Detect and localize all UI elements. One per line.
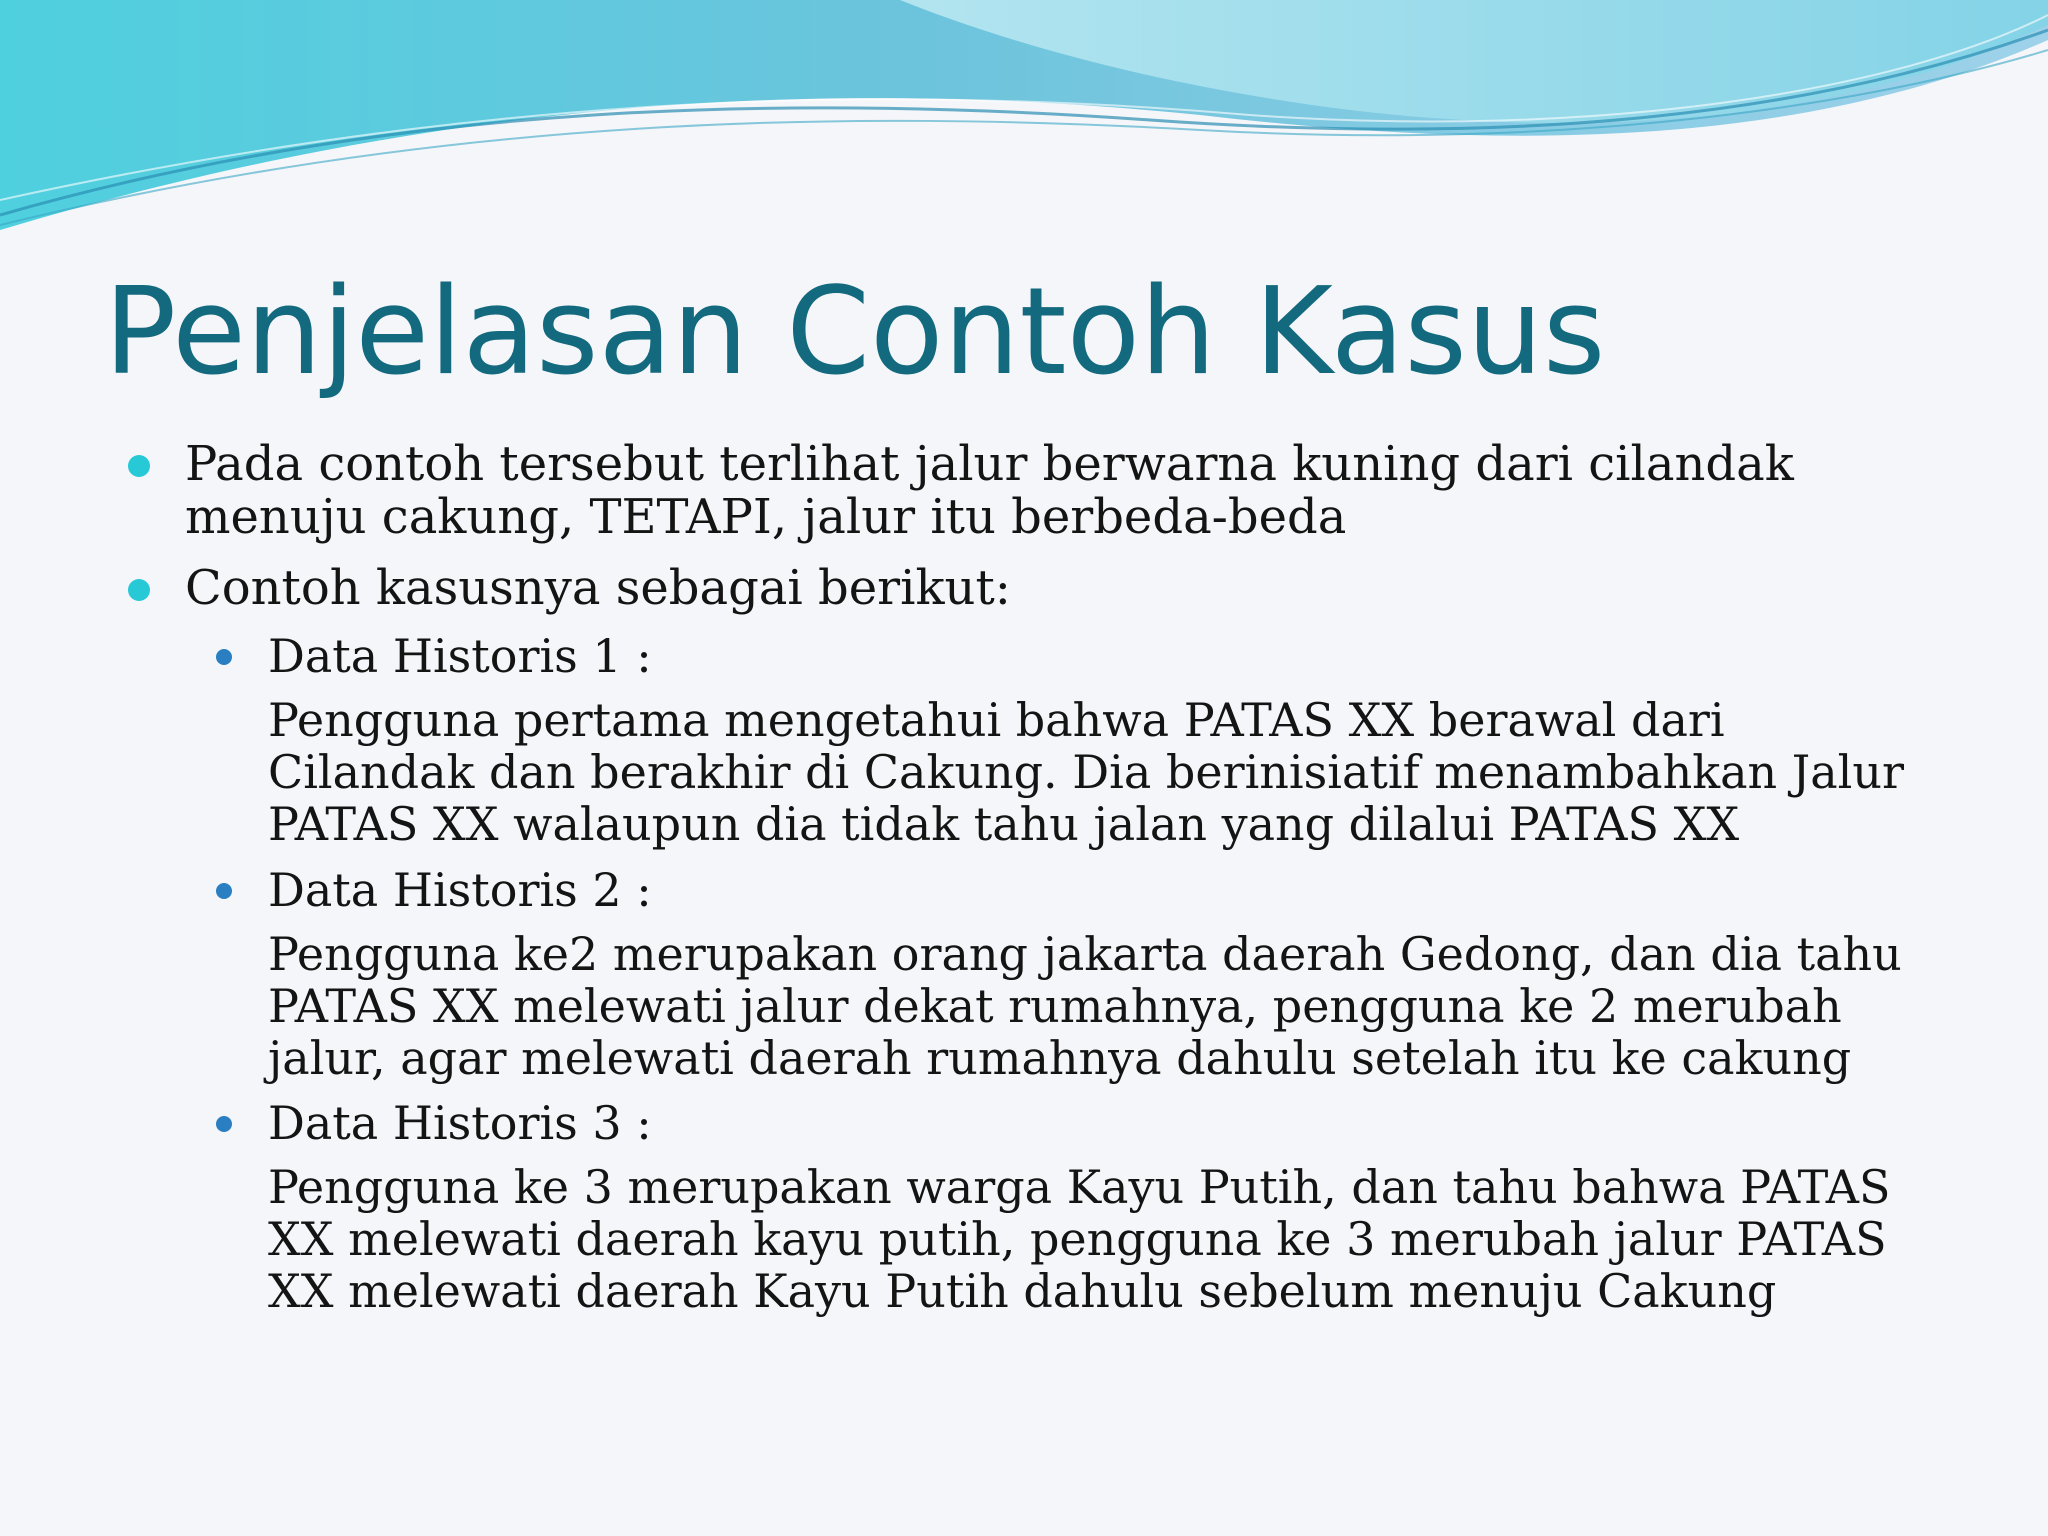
sub-item-paragraph [268, 694, 1968, 850]
sub-item-paragraph [268, 1161, 1968, 1317]
bullet-dot-icon [128, 455, 150, 477]
bullet-dot-icon [128, 579, 150, 601]
bullet-item [185, 438, 1985, 544]
sub-bullet-dot-icon [216, 883, 232, 899]
sub-item-heading: Data Historis 3 : [268, 1096, 652, 1150]
sub-bullet-dot-icon [216, 1116, 232, 1132]
paragraph-line: XX melewati daerah kayu putih, pengguna ke 3 merubah jalur PATAS [268, 1212, 1887, 1266]
bullet-item [185, 562, 1985, 615]
paragraph-line: Pengguna ke 3 merupakan warga Kayu Putih, dan tahu bahwa PATAS [268, 1160, 1891, 1214]
paragraph-line: PATAS XX melewati jalur dekat rumahnya, pengguna ke 2 merubah [268, 979, 1842, 1033]
paragraph-line: XX melewati daerah Kayu Putih dahulu sebelum menuju Cakung [268, 1264, 1777, 1318]
paragraph-line: Pengguna pertama mengetahui bahwa PATAS XX berawal dari [268, 693, 1725, 747]
sub-item-paragraph [268, 928, 1968, 1084]
paragraph-line: jalur, agar melewati daerah rumahnya dahulu setelah itu ke cakung [268, 1031, 1852, 1085]
bullet-line: menuju cakung, TETAPI, jalur itu berbeda-beda [185, 489, 1347, 545]
bullet-line: Contoh kasusnya sebagai berikut: [185, 560, 1011, 616]
slide-title: Penjelasan Contoh Kasus [104, 263, 1606, 402]
bullet-line: Pada contoh tersebut terlihat jalur berwarna kuning dari cilandak [185, 436, 1794, 492]
paragraph-line: Cilandak dan berakhir di Cakung. Dia berinisiatif menambahkan Jalur [268, 745, 1904, 799]
sub-bullet-dot-icon [216, 649, 232, 665]
sub-item-heading: Data Historis 1 : [268, 629, 652, 683]
paragraph-line: Pengguna ke2 merupakan orang jakarta daerah Gedong, dan dia tahu [268, 927, 1902, 981]
paragraph-line: PATAS XX walaupun dia tidak tahu jalan yang dilalui PATAS XX [268, 797, 1740, 851]
sub-item-heading: Data Historis 2 : [268, 863, 652, 917]
